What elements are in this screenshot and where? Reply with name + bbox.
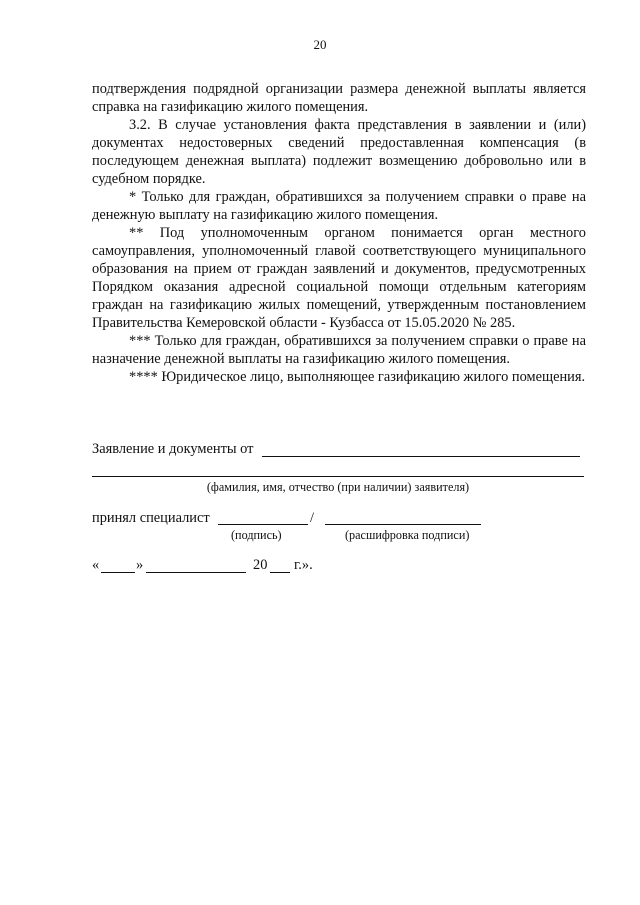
applicant-caption: (фамилия, имя, отчество (при наличии) заявителя) (206, 480, 470, 494)
applicant-name-line (262, 456, 580, 457)
date-close-quote: » (136, 557, 144, 573)
date-day-line (101, 572, 135, 573)
page-number: 20 (313, 37, 327, 52)
signature-caption: (подпись) (231, 528, 282, 542)
date-year-line (270, 572, 290, 573)
document-body (92, 80, 586, 386)
date-month-line (146, 572, 246, 573)
footnote-2: ** Под уполномоченным органом понимается орган местного самоуправления, уполномоченный главой соответствующего муниципального образования на прием от граждан заявлений и документов, предусмотренных Порядком оказания адресной социальной помощи отдельным категориям граждан на газификацию жилых помещений, утвержденным постановлением Правительства Кемеровской области - Кузбасса от 15.05.2020 № 285. (92, 225, 586, 331)
date-suffix: г.». (294, 557, 313, 573)
signature-line (218, 524, 308, 525)
footnote-4: **** Юридическое лицо, выполняющее газификацию жилого помещения. (129, 369, 586, 385)
applicant-name-line-2 (92, 476, 584, 477)
decoding-line (325, 524, 481, 525)
received-label: принял специалист (92, 510, 210, 526)
footnote-3: *** Только для граждан, обратившихся за получением справки о праве на назначение денежной выплаты на газификацию жилого помещения. (92, 333, 586, 367)
paragraph-continuation: подтверждения подрядной организации размера денежной выплаты является справка на газификацию жилого помещения. (92, 81, 586, 115)
applicant-label: Заявление и документы от (92, 441, 254, 457)
decoding-caption: (расшифровка подписи) (345, 528, 470, 542)
date-year-prefix: 20 (253, 557, 268, 573)
footnote-1: * Только для граждан, обратившихся за получением справки о праве на денежную выплату на газификацию жилого помещения. (92, 189, 586, 223)
date-open-quote: « (92, 557, 100, 573)
slash: / (310, 510, 314, 526)
paragraph-3-2: 3.2. В случае установления факта представления в заявлении и (или) документах недостоверных сведений предоставленная компенсация (в последующем денежная выплата) подлежит возмещению добровольно или в судебном порядке. (92, 117, 586, 187)
